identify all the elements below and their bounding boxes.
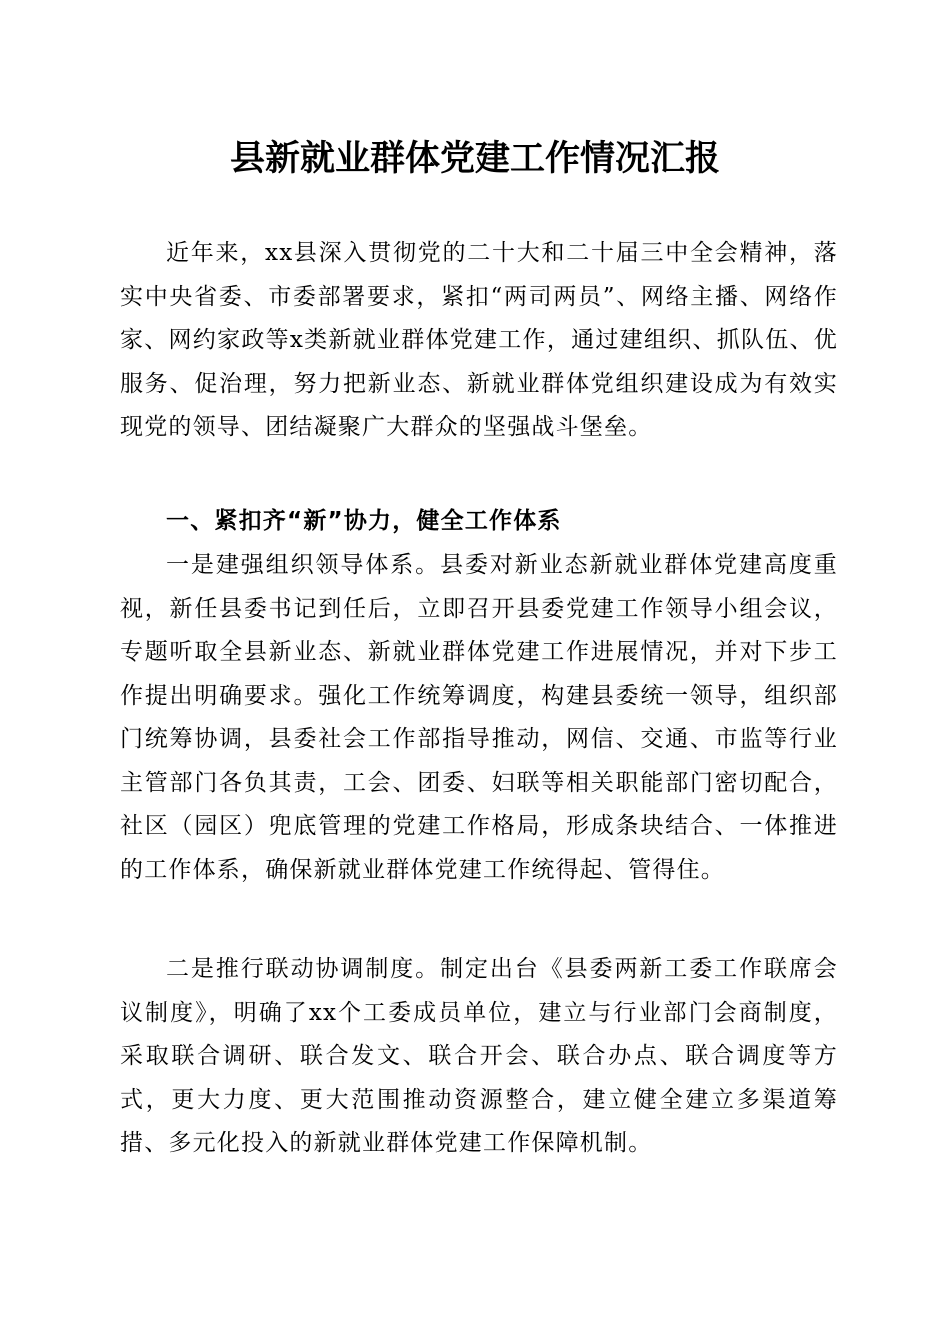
section-1-paragraph-1: 一是建强组织领导体系。县委对新业态新就业群体党建高度重视，新任县委书记到任后，立即召开县委党建工作领导小组会议，专题听取全县新业态、新就业群体党建工作进展情况，并对下步工作提出明确要求。强化工作统筹调度，构建县委统一领导，组织部门统筹协调，县委社会工作部指导推动，网信、交通、市监等行业主管部门各负其责，工会、团委、妇联等相关职能部门密切配合，社区（园区）兜底管理的党建工作格局，形成条块结合、一体推进的工作体系，确保新就业群体党建工作统得起、管得住。 bbox=[120, 552, 838, 883]
section-1-paragraph-2: 二是推行联动协调制度。制定出台《县委两新工委工作联席会议制度》，明确了xx个工委成员单位，建立与行业部门会商制度，采取联合调研、联合发文、联合开会、联合办点、联合调度等方式，更大力度、更大范围推动资源整合，建立健全建立多渠道筹措、多元化投入的新就业群体党建工作保障机制。 bbox=[120, 956, 838, 1156]
intro-paragraph: 近年来，xx县深入贯彻党的二十大和二十届三中全会精神，落实中央省委、市委部署要求，紧扣“两司两员”、网络主播、网络作家、网约家政等x类新就业群体党建工作，通过建组织、抓队伍、优服务、促治理，努力把新业态、新就业群体党组织建设成为有效实现党的领导、团结凝聚广大群众的坚强战斗堡垒。 bbox=[120, 240, 838, 440]
section-heading-1: 一、紧扣齐“新”协力，健全工作体系 bbox=[166, 508, 562, 534]
document-title: 县新就业群体党建工作情况汇报 bbox=[229, 138, 720, 179]
